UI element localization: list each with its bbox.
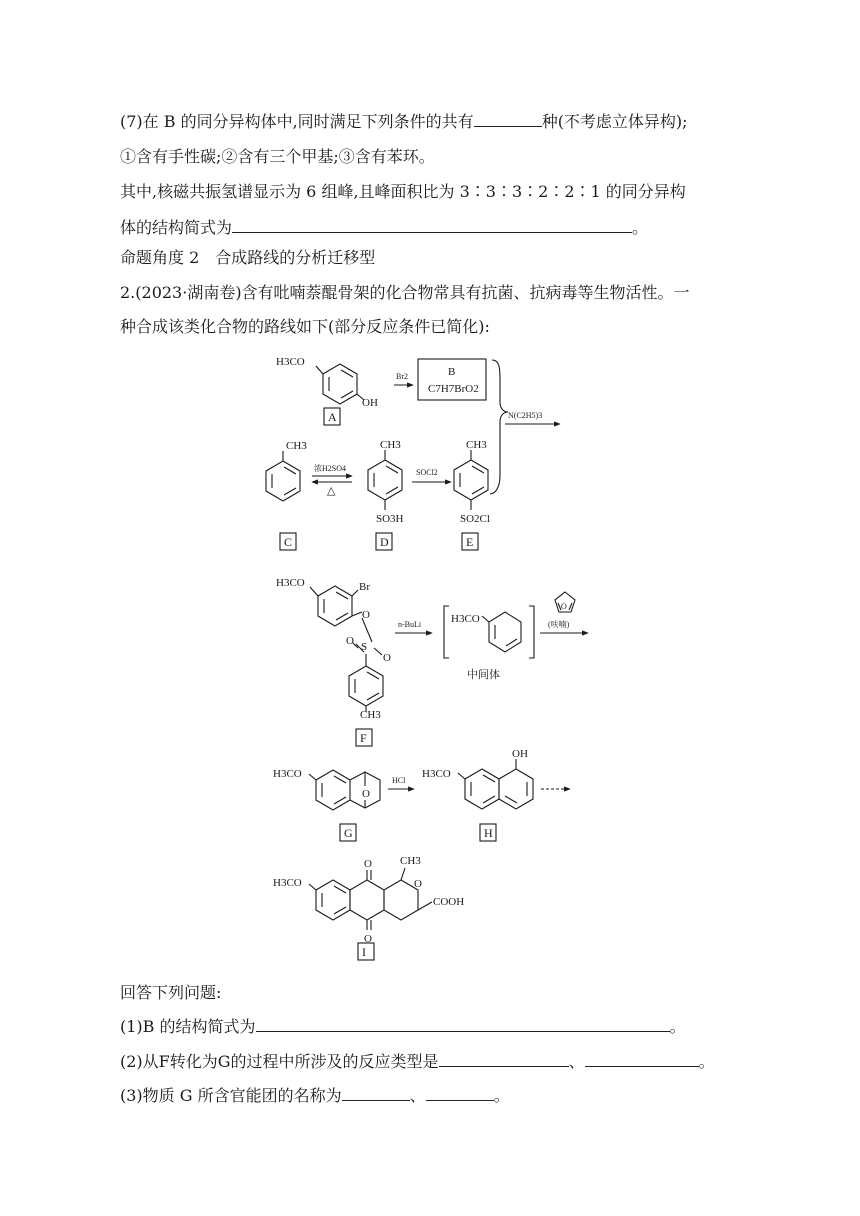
group-label: CH3	[286, 440, 307, 452]
compound-label-g: G	[344, 826, 353, 840]
reagent-label: Br2	[396, 372, 408, 381]
group-label: H3CO	[273, 768, 302, 780]
compound-label-f: F	[360, 731, 367, 745]
answer-blank[interactable]	[439, 1050, 569, 1067]
q2-intro-2: 种合成该类化合物的路线如下(部分反应条件已简化):	[120, 317, 490, 336]
compound-label-h: H	[484, 826, 493, 840]
compound-label-e: E	[466, 535, 474, 549]
q7-text-a: (7)在 B 的同分异构体中,同时满足下列条件的共有	[120, 112, 474, 131]
answer-blank[interactable]	[256, 1015, 670, 1032]
compound-label-a: A	[328, 410, 337, 424]
group-label: O	[364, 933, 372, 945]
label-box-i	[358, 943, 374, 960]
question-3: (3)物质 G 所含官能团的名称为 、 。	[120, 1086, 510, 1105]
group-label: O	[364, 858, 372, 870]
group-label: OH	[512, 748, 528, 760]
q7-text-c: 体的结构简式为	[120, 218, 233, 237]
intermediate-label: 中间体	[467, 669, 500, 681]
group-label: COOH	[433, 896, 465, 908]
group-label: H3CO	[273, 877, 302, 889]
compound-label-c: C	[284, 535, 293, 549]
q7-text-b: 种(不考虑立体异构);	[541, 112, 688, 131]
group-label: CH3	[360, 709, 381, 721]
q7-line-4: 体的结构简式为 。	[120, 218, 649, 237]
question-1: (1)B 的结构简式为 。	[120, 1017, 686, 1036]
q7-line-2: ①含有手性碳;②含有三个甲基;③含有苯环。	[120, 147, 435, 166]
reagent-label: SOCl2	[416, 468, 438, 477]
group-label: CH3	[466, 439, 487, 451]
reagent-label: n-BuLi	[398, 620, 422, 629]
reagent-label: △	[327, 485, 336, 497]
reagent-label: 浓H2SO4	[314, 464, 347, 473]
group-label: Br	[359, 581, 370, 593]
group-label: CH3	[400, 855, 421, 867]
group-label: SO3H	[376, 513, 404, 525]
group-label: OH	[362, 397, 378, 409]
compound-label-i: I	[362, 945, 366, 959]
answer-blank[interactable]	[426, 1084, 494, 1101]
q2-intro-1: 2.(2023·湖南卷)含有吡喃萘醌骨架的化合物常具有抗菌、抗病毒等生物活性。一	[120, 283, 690, 302]
group-label: O	[561, 602, 567, 611]
b-formula: C7H7BrO2	[428, 383, 479, 395]
section-title: 命题角度 2 合成路线的分析迁移型	[120, 248, 376, 267]
reagent-label: (呋喃)	[548, 620, 570, 629]
reagent-label: N(C2H5)3	[508, 411, 543, 420]
group-label: O	[383, 652, 391, 664]
compound-a-structure	[316, 364, 364, 404]
group-label: H3CO	[276, 356, 305, 368]
brace	[490, 360, 508, 494]
group-label: SO2Cl	[460, 513, 490, 525]
bracket-left	[444, 606, 449, 658]
bracket-right	[529, 606, 534, 658]
compound-h-structure	[458, 759, 533, 809]
group-label: H3CO	[422, 768, 451, 780]
compound-label-b: B	[448, 366, 456, 378]
compound-e-structure	[454, 450, 488, 510]
q7-line-3: 其中,核磁共振氢谱显示为 6 组峰,且峰面积比为 3∶3∶3∶2∶2∶1 的同分异构	[120, 182, 686, 201]
question-2: (2)从F转化为G的过程中所涉及的反应类型是 、 。	[120, 1052, 715, 1071]
group-label: O	[362, 788, 370, 800]
answer-blank[interactable]	[585, 1050, 699, 1067]
compound-label-d: D	[380, 535, 389, 549]
group-label: O	[414, 878, 422, 890]
group-label: H3CO	[451, 613, 480, 625]
compound-f-structure	[310, 586, 383, 712]
group-label: CH3	[380, 439, 401, 451]
group-label: O	[362, 609, 370, 621]
intermediate-structure	[482, 612, 521, 652]
reagent-label: HCl	[392, 776, 406, 785]
answer-blank[interactable]	[342, 1084, 410, 1101]
compound-c-structure	[266, 451, 300, 501]
group-label: O	[346, 635, 354, 647]
questions-header: 回答下列问题:	[120, 983, 222, 1002]
group-label: S	[361, 641, 368, 653]
compound-d-structure	[368, 450, 402, 510]
group-label: H3CO	[276, 577, 305, 589]
